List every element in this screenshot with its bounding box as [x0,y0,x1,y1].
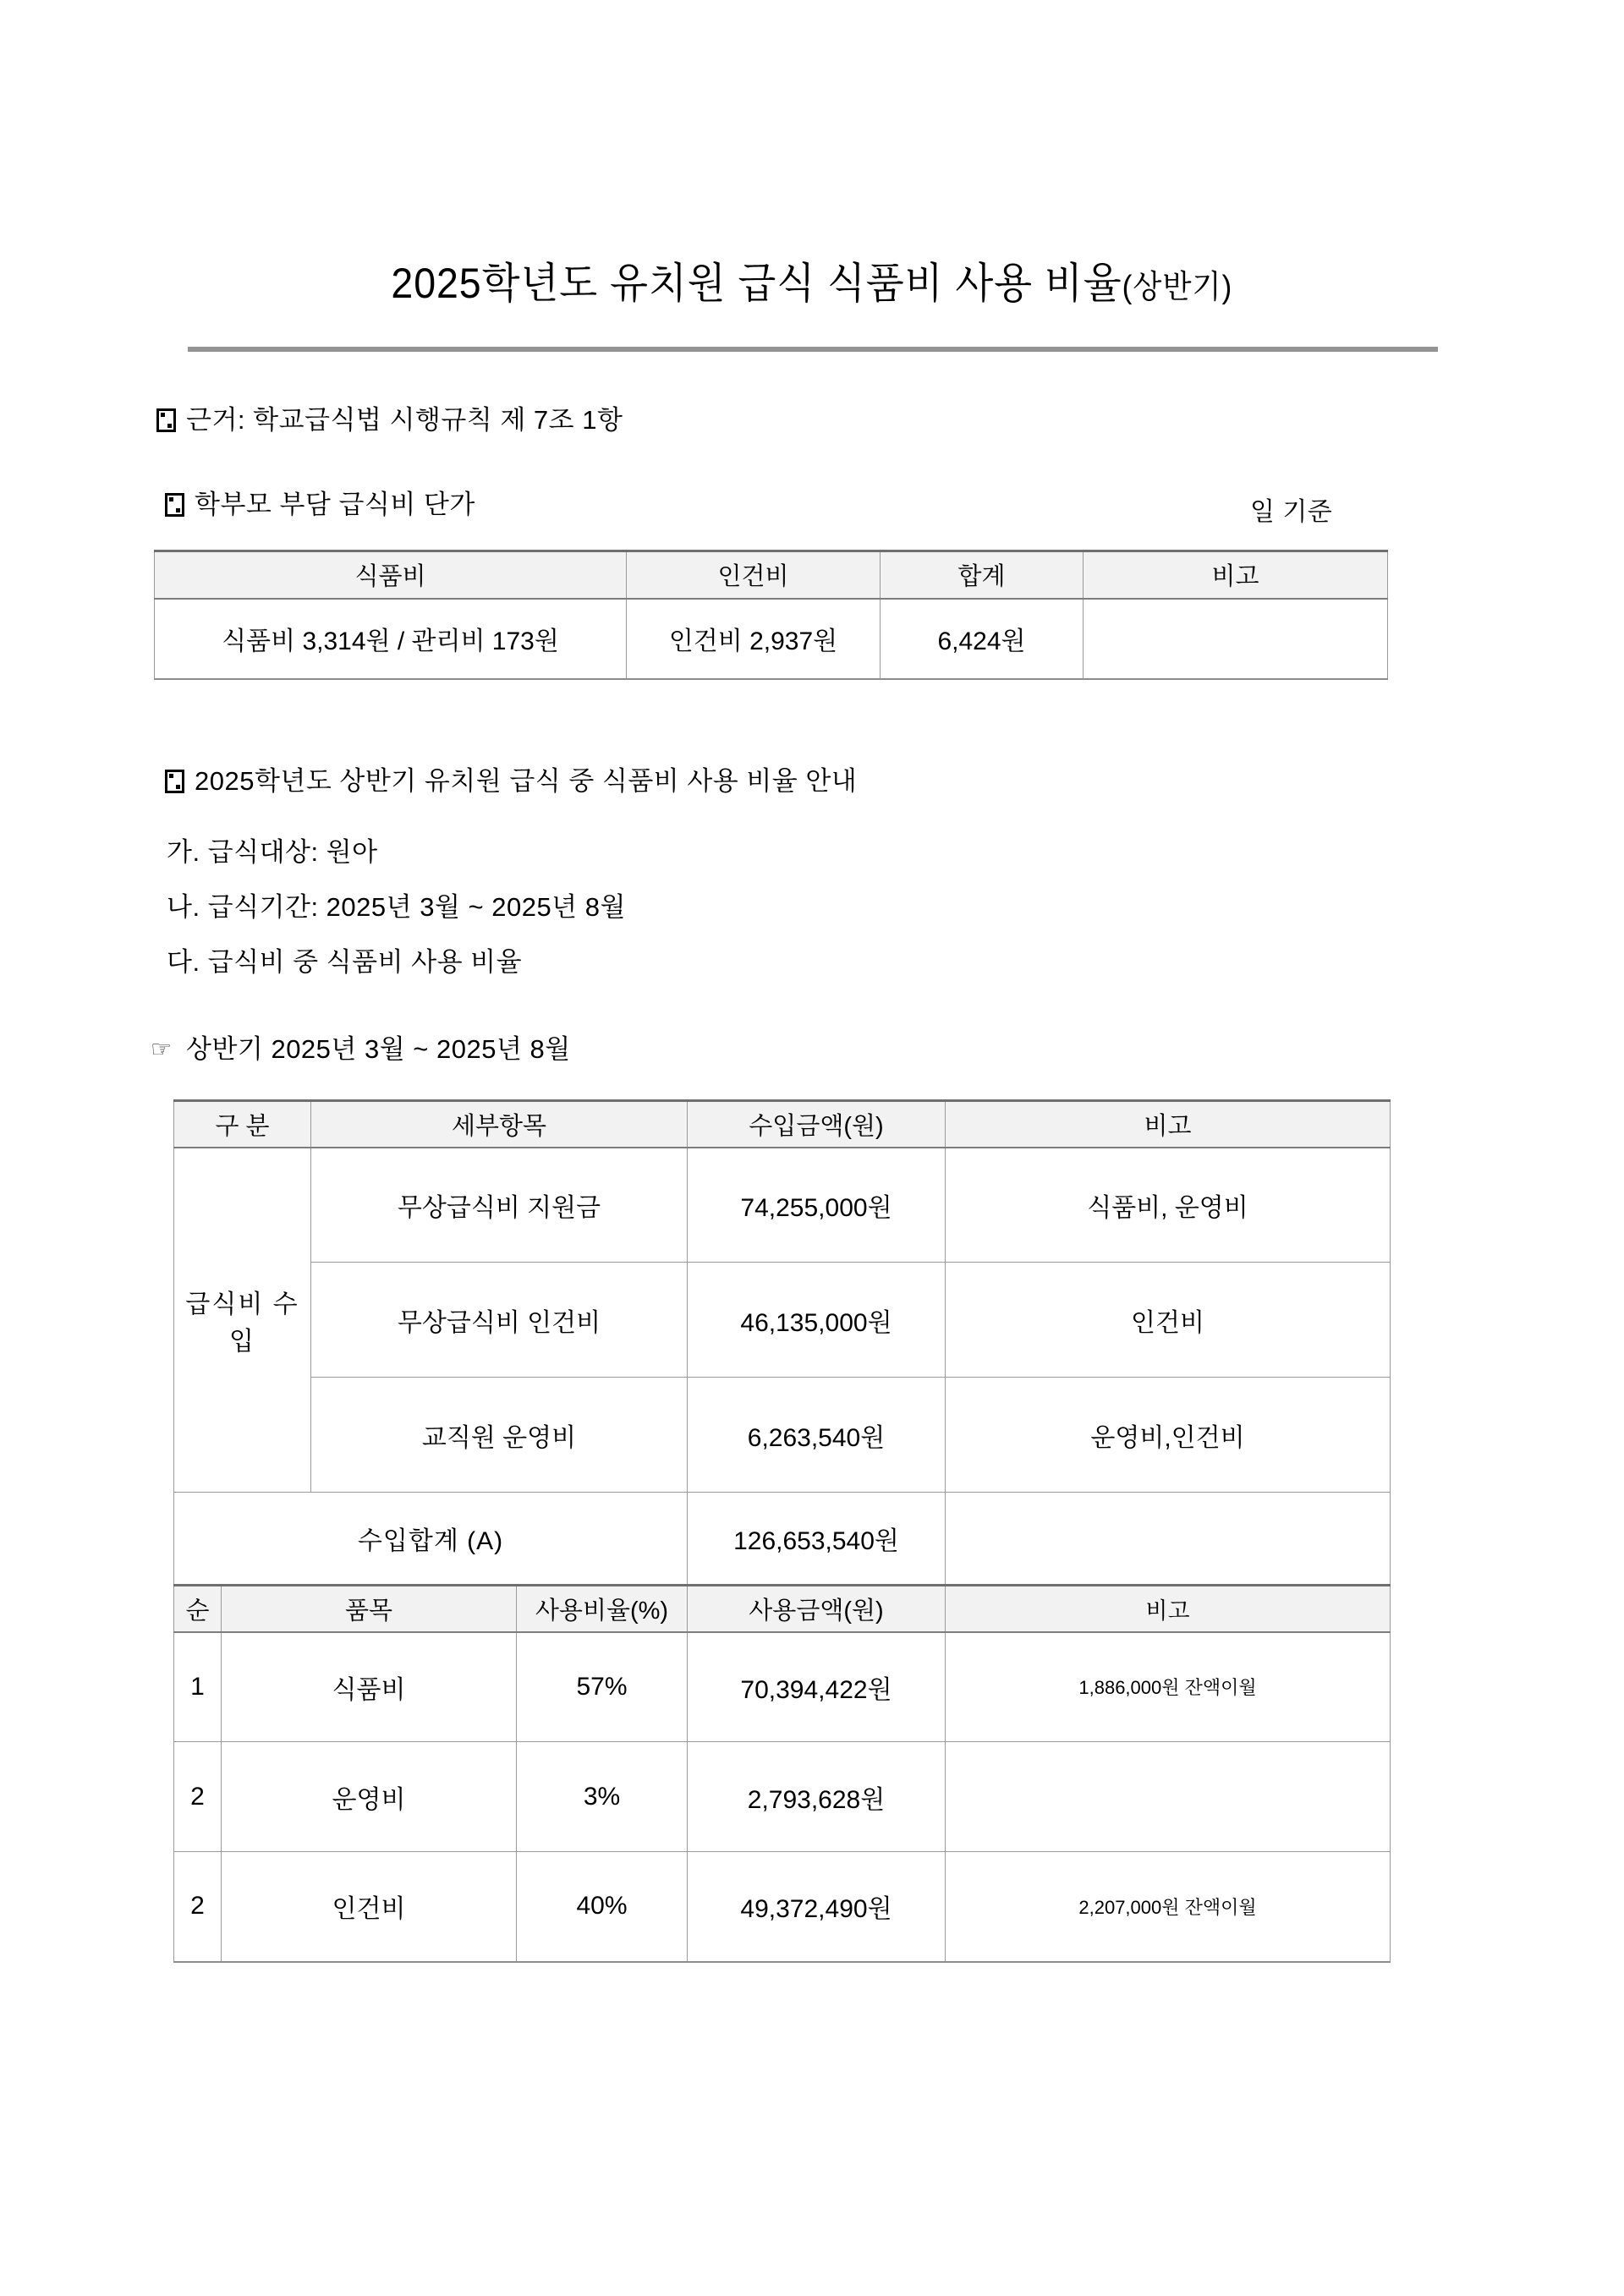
cell-usage-no: 1 [174,1632,222,1742]
section-period-text: 상반기 2025년 3월 ~ 2025년 8월 [186,1034,571,1064]
square-bullet-icon [165,770,184,793]
table-row [174,1148,1391,1263]
column-header-no: 순 [174,1586,222,1632]
table-header-row [155,551,1388,599]
income-header-row [174,1101,1391,1148]
income-sum-row [174,1493,1391,1586]
column-header-total: 합계 [881,551,1084,599]
pointing-hand-icon: ☞ [151,1036,173,1062]
cell-income-detail: 무상급식비 지원금 [311,1148,688,1263]
table-row [155,599,1388,679]
guide-item-ratio: 다. 급식비 중 식품비 사용 비율 [167,947,523,977]
cell-usage-no: 2 [174,1742,222,1852]
cell-income-sum-label: 수입합계 (A) [174,1493,688,1586]
cell-usage-item: 식품비 [222,1632,517,1742]
unit-price-table [154,550,1388,680]
cell-total-value: 6,424원 [881,599,1084,679]
section-guide-label: 2025학년도 상반기 유치원 급식 중 식품비 사용 비율 안내 [195,766,858,796]
cell-usage-amount: 49,372,490원 [688,1852,946,1962]
guide-item-target: 가. 급식대상: 원아 [167,837,378,867]
column-header-usage-remarks: 비고 [946,1586,1391,1632]
section-unit-price-label: 학부모 부담 급식비 단가 [195,490,475,519]
cell-income-detail: 교직원 운영비 [311,1378,688,1493]
section-guide-heading [165,765,857,798]
usage-header-row [174,1586,1391,1632]
table-row [174,1742,1391,1852]
column-header-income-amount: 수입금액(원) [688,1101,946,1148]
cell-usage-amount: 2,793,628원 [688,1742,946,1852]
cell-income-amount: 74,255,000원 [688,1148,946,1263]
table-row [174,1263,1391,1378]
column-header-category: 구 분 [174,1101,311,1148]
section-period-pointer [151,1033,571,1066]
cell-usage-remarks: 2,207,000원 잔액이월 [946,1852,1391,1962]
column-header-remarks: 비고 [1084,551,1388,599]
cell-usage-ratio: 3% [517,1742,688,1852]
cell-usage-item: 인건비 [222,1852,517,1962]
unit-price-basis-note: 일 기준 [1250,498,1333,526]
square-bullet-icon [156,408,176,432]
cell-usage-remarks: 1,886,000원 잔액이월 [946,1632,1391,1742]
cell-income-amount: 6,263,540원 [688,1378,946,1493]
cell-income-remarks: 인건비 [946,1263,1391,1378]
cell-usage-amount: 70,394,422원 [688,1632,946,1742]
section-basis [156,404,623,437]
column-header-usage-ratio: 사용비율(%) [517,1586,688,1632]
cell-income-amount: 46,135,000원 [688,1263,946,1378]
table-row [174,1378,1391,1493]
cell-remarks-value [1084,599,1388,679]
cell-usage-ratio: 57% [517,1632,688,1742]
section-basis-text: 근거: 학교급식법 시행규칙 제 7조 1항 [186,405,623,435]
cell-usage-ratio: 40% [517,1852,688,1962]
column-header-income-remarks: 비고 [946,1101,1391,1148]
page-title-suffix: (상반기) [1122,270,1233,305]
budget-table [173,1099,1391,1963]
column-header-detail: 세부항목 [311,1101,688,1148]
cell-income-remarks: 식품비, 운영비 [946,1148,1391,1263]
cell-income-detail: 무상급식비 인건비 [311,1263,688,1378]
title-divider [188,347,1438,352]
cell-usage-remarks [946,1742,1391,1852]
column-header-item: 품목 [222,1586,517,1632]
cell-usage-no: 2 [174,1852,222,1962]
guide-item-period: 나. 급식기간: 2025년 3월 ~ 2025년 8월 [167,892,626,922]
cell-income-category: 급식비 수입 [174,1148,311,1493]
cell-income-remarks: 운영비,인건비 [946,1378,1391,1493]
page-title [0,249,1624,310]
table-row [174,1632,1391,1742]
section-unit-price-heading [165,489,475,522]
column-header-usage-amount: 사용금액(원) [688,1586,946,1632]
column-header-food-cost: 식품비 [155,551,627,599]
table-row [174,1852,1391,1962]
cell-income-sum-remarks [946,1493,1391,1586]
cell-food-cost-value: 식품비 3,314원 / 관리비 173원 [155,599,627,679]
page-title-main: 2025학년도 유치원 급식 식품비 사용 비율 [391,260,1122,307]
cell-usage-item: 운영비 [222,1742,517,1852]
cell-labor-cost-value: 인건비 2,937원 [627,599,881,679]
square-bullet-icon [165,493,184,517]
cell-income-sum-amount: 126,653,540원 [688,1493,946,1586]
column-header-labor-cost: 인건비 [627,551,881,599]
